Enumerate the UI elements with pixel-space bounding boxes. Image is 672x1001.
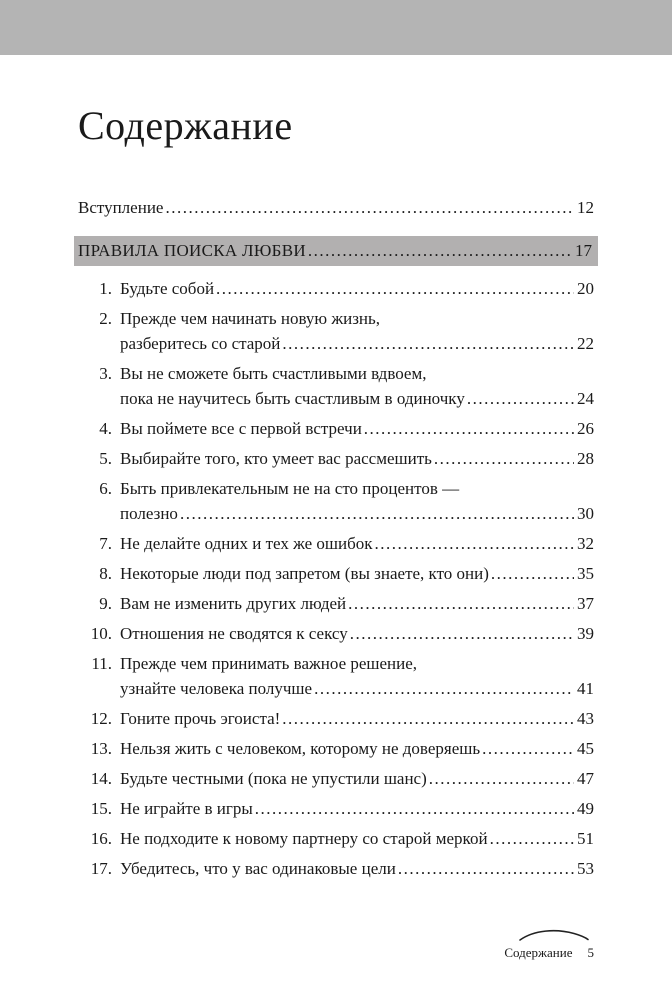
toc-entry-text: полезно xyxy=(120,504,178,523)
toc-entry-number: 9. xyxy=(99,594,112,613)
toc-entry-text: Некоторые люди под запретом (вы знаете, кто они) xyxy=(120,564,489,583)
dot-leader xyxy=(350,621,574,646)
toc-entry-line xyxy=(120,416,594,441)
toc-entry-line xyxy=(120,446,594,471)
toc-entry-line xyxy=(120,501,594,526)
toc-entry xyxy=(78,621,594,646)
toc-entry-line xyxy=(120,276,594,301)
toc-entry xyxy=(78,796,594,821)
toc-entry-line: Быть привлекательным не на сто процентов — xyxy=(120,479,460,498)
dot-leader xyxy=(429,766,574,791)
toc-entry-number: 5. xyxy=(99,449,112,468)
toc-entry-body xyxy=(120,361,594,411)
toc-entry-line xyxy=(120,561,594,586)
dot-leader xyxy=(375,531,575,556)
toc-entry xyxy=(78,306,594,356)
toc-entry xyxy=(78,446,594,471)
toc-entry-number: 3. xyxy=(99,364,112,383)
toc-entry-number: 12. xyxy=(90,709,112,728)
toc-section-header xyxy=(74,236,598,266)
toc-entry-body xyxy=(120,621,594,646)
dot-leader xyxy=(482,736,574,761)
toc-page-number: 45 xyxy=(577,739,594,758)
dot-leader xyxy=(216,276,574,301)
toc-entry-line xyxy=(120,676,594,701)
toc-entry-text: Нельзя жить с человеком, которому не доверяешь xyxy=(120,739,481,758)
dot-leader xyxy=(282,331,574,356)
toc-entry-body xyxy=(120,766,594,791)
toc-entry xyxy=(78,531,594,556)
toc-page-number: 49 xyxy=(577,799,594,818)
page-footer xyxy=(504,927,594,961)
dot-leader xyxy=(490,826,574,851)
toc-entry xyxy=(78,706,594,731)
toc-entry-line xyxy=(120,386,594,411)
toc-section-label: ПРАВИЛА ПОИСКА ЛЮБВИ xyxy=(78,241,306,260)
toc-entry-number: 7. xyxy=(99,534,112,553)
footer-text xyxy=(504,945,594,961)
toc-entry-body xyxy=(120,476,594,526)
toc-entry-line xyxy=(78,195,594,220)
toc-entry-text: разберитесь со старой xyxy=(120,334,281,353)
toc-entry-line xyxy=(120,621,594,646)
dot-leader xyxy=(308,238,572,263)
toc-entry-number: 11. xyxy=(91,654,112,673)
toc-page-number: 12 xyxy=(577,198,594,217)
toc-entry-text: Не подходите к новому партнеру со старой меркой xyxy=(120,829,488,848)
toc-entry xyxy=(78,591,594,616)
toc-entry-text: Вы поймете все с первой встречи xyxy=(120,419,362,438)
footer-section-label: Содержание xyxy=(504,945,573,960)
toc-entry-body xyxy=(120,651,594,701)
dot-leader xyxy=(398,856,574,881)
toc-entry-body xyxy=(120,531,594,556)
toc-entry-text: Убедитесь, что у вас одинаковые цели xyxy=(120,859,396,878)
toc-entry-number: 1. xyxy=(99,279,112,298)
dot-leader xyxy=(282,706,574,731)
dot-leader xyxy=(467,386,574,411)
toc-entry-body xyxy=(120,306,594,356)
toc-page-number: 47 xyxy=(577,769,594,788)
toc-entry xyxy=(78,826,594,851)
toc-entry-number: 2. xyxy=(99,309,112,328)
dot-leader xyxy=(180,501,574,526)
toc-entry-line xyxy=(120,331,594,356)
toc-entry-line: Прежде чем принимать важное решение, xyxy=(120,654,418,673)
dot-leader xyxy=(165,195,574,220)
toc-entry xyxy=(78,195,594,220)
toc-list xyxy=(78,195,594,881)
toc-entry-number: 14. xyxy=(90,769,112,788)
page-content xyxy=(0,55,672,1001)
toc-entry xyxy=(78,561,594,586)
toc-page-number: 53 xyxy=(577,859,594,878)
toc-entry-number: 10. xyxy=(90,624,112,643)
toc-entry xyxy=(78,651,594,701)
dot-leader xyxy=(255,796,574,821)
toc-page-number: 35 xyxy=(577,564,594,583)
toc-page-number: 37 xyxy=(577,594,594,613)
toc-page-number: 39 xyxy=(577,624,594,643)
toc-page-number: 17 xyxy=(575,241,592,260)
toc-page-number: 30 xyxy=(577,504,594,523)
page-title: Содержание xyxy=(78,103,293,148)
toc-entry-text: Вступление xyxy=(78,198,164,217)
toc-entry-line xyxy=(120,531,594,556)
dot-leader xyxy=(491,561,574,586)
page-top-gray-band xyxy=(0,0,672,55)
toc-page-number: 28 xyxy=(577,449,594,468)
toc-entry-line: Прежде чем начинать новую жизнь, xyxy=(120,309,381,328)
toc-entry-body xyxy=(120,446,594,471)
toc-entry-body xyxy=(120,561,594,586)
dot-leader xyxy=(314,676,574,701)
toc-entry-text: Отношения не сводятся к сексу xyxy=(120,624,348,643)
dot-leader xyxy=(348,591,574,616)
toc-entry-text: узнайте человека получше xyxy=(120,679,313,698)
toc-entry-line xyxy=(120,591,594,616)
toc-page-number: 22 xyxy=(577,334,594,353)
toc-entry-body xyxy=(120,796,594,821)
toc-entry-line: Вы не сможете быть счастливыми вдвоем, xyxy=(120,364,427,383)
toc-page-number: 32 xyxy=(577,534,594,553)
toc-entry-text: Будьте честными (пока не упустили шанс) xyxy=(120,769,427,788)
toc-entry-line xyxy=(120,796,594,821)
toc-entry xyxy=(78,416,594,441)
toc-entry-number: 6. xyxy=(99,479,112,498)
toc-entry-body xyxy=(120,706,594,731)
toc-entry-line xyxy=(120,706,594,731)
toc-entry-text: Вам не изменить других людей xyxy=(120,594,347,613)
toc-page-number: 51 xyxy=(577,829,594,848)
toc-entry-text: Будьте собой xyxy=(120,279,215,298)
footer-page-number: 5 xyxy=(587,945,594,960)
toc-entry-body xyxy=(120,856,594,881)
toc-entry-body xyxy=(120,276,594,301)
toc-entry xyxy=(78,766,594,791)
toc-entry xyxy=(78,361,594,411)
toc-entry-text: пока не научитесь быть счастливым в одиночку xyxy=(120,389,465,408)
toc-entry-text: Выбирайте того, кто умеет вас рассмешить xyxy=(120,449,432,468)
toc-page-number: 20 xyxy=(577,279,594,298)
toc-entry-line xyxy=(120,826,594,851)
dot-leader xyxy=(364,416,574,441)
toc-entry-body xyxy=(120,591,594,616)
toc-entry-text: Не делайте одних и тех же ошибок xyxy=(120,534,373,553)
toc-entry-number: 13. xyxy=(90,739,112,758)
toc-page-number: 26 xyxy=(577,419,594,438)
toc-entry-line xyxy=(120,766,594,791)
toc-entry-number: 17. xyxy=(90,859,112,878)
toc-entry-line xyxy=(120,856,594,881)
toc-entry-number: 8. xyxy=(99,564,112,583)
toc-page-number: 41 xyxy=(577,679,594,698)
toc-entry xyxy=(78,736,594,761)
toc-entry-number: 4. xyxy=(99,419,112,438)
toc-entry-body xyxy=(78,195,594,220)
toc-page-number: 43 xyxy=(577,709,594,728)
toc-entry xyxy=(78,476,594,526)
toc-entry xyxy=(78,856,594,881)
toc-entry-number: 16. xyxy=(90,829,112,848)
toc-entry-text: Не играйте в игры xyxy=(120,799,253,818)
toc-entry-body xyxy=(120,736,594,761)
toc-entry-text: Гоните прочь эгоиста! xyxy=(120,709,281,728)
toc-entry-number: 15. xyxy=(90,799,112,818)
toc-entry xyxy=(78,276,594,301)
toc-entry-body xyxy=(120,826,594,851)
toc-page-number: 24 xyxy=(577,389,594,408)
dot-leader xyxy=(434,446,574,471)
toc-entry-body xyxy=(120,416,594,441)
toc-entry-line xyxy=(120,736,594,761)
footer-swoosh-decoration xyxy=(518,927,590,943)
